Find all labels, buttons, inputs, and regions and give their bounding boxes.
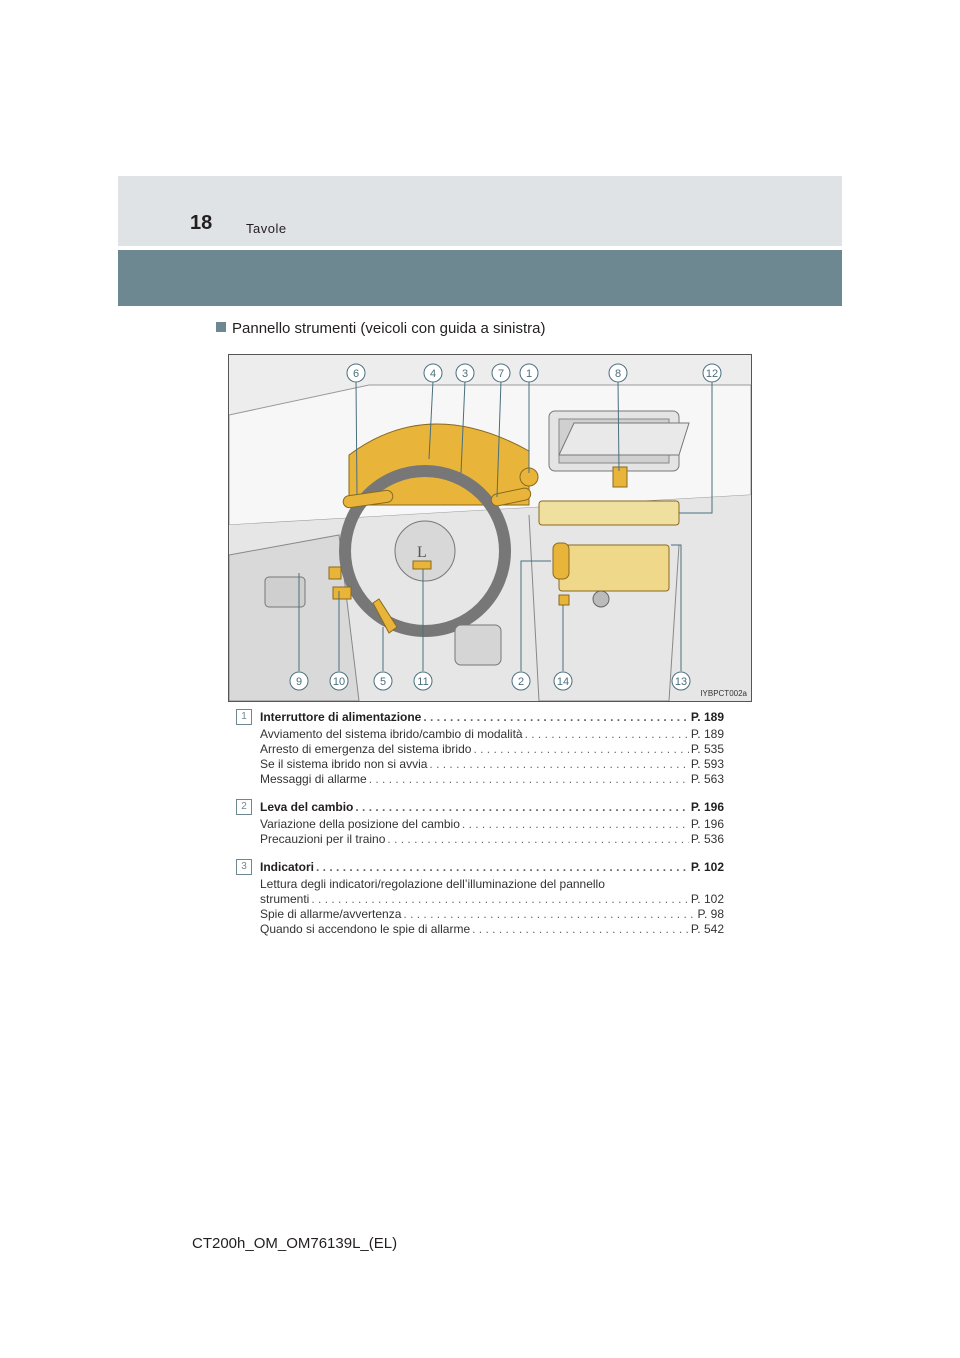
item-title: Leva del cambio bbox=[260, 800, 354, 814]
figure-code: IYBPCT002a bbox=[700, 689, 747, 698]
list-item bbox=[236, 858, 724, 937]
callout-label: 3 bbox=[461, 368, 469, 380]
callout-label: 14 bbox=[556, 676, 570, 688]
page-ref[interactable]: P. 536 bbox=[690, 832, 724, 846]
svg-text:L: L bbox=[417, 544, 427, 561]
item-number: 1 bbox=[236, 709, 252, 725]
callout-label: 7 bbox=[497, 368, 505, 380]
item-title: Interruttore di alimentazione bbox=[260, 710, 422, 724]
callout-label: 1 bbox=[525, 368, 533, 380]
sub-item: Precauzioni per il traino bbox=[260, 832, 386, 846]
sub-item: Spie di allarme/avvertenza bbox=[260, 907, 402, 921]
page-ref[interactable]: P. 189 bbox=[690, 710, 724, 724]
page-ref[interactable]: P. 98 bbox=[697, 907, 724, 921]
page-ref[interactable]: P. 535 bbox=[690, 742, 724, 756]
list-item bbox=[236, 708, 724, 787]
sub-item: Avviamento del sistema ibrido/cambio di modalità bbox=[260, 727, 523, 741]
callout-label: 6 bbox=[352, 368, 360, 380]
sub-item: Variazione della posizione del cambio bbox=[260, 817, 460, 831]
sub-item: Arresto di emergenza del sistema ibrido bbox=[260, 742, 472, 756]
page-ref[interactable]: P. 563 bbox=[690, 772, 724, 786]
page-ref[interactable]: P. 102 bbox=[690, 860, 724, 874]
callout-label: 9 bbox=[295, 676, 303, 688]
item-title: Indicatori bbox=[260, 860, 315, 874]
callout-label: 2 bbox=[517, 676, 525, 688]
dashboard-figure bbox=[228, 354, 752, 702]
callout-label: 8 bbox=[614, 368, 622, 380]
sub-item: Se il sistema ibrido non si avvia bbox=[260, 757, 428, 771]
page-number: 18 bbox=[190, 212, 213, 234]
footer-code: CT200h_OM_OM76139L_(EL) bbox=[192, 1235, 398, 1252]
header-bar bbox=[118, 176, 842, 246]
callout-label: 4 bbox=[429, 368, 437, 380]
sub-item: Quando si accendono le spie di allarme bbox=[260, 922, 471, 936]
subheading-text: Pannello strumenti (veicoli con guida a sinistra) bbox=[232, 320, 546, 337]
callout-label: 12 bbox=[705, 368, 719, 380]
callout-label: 5 bbox=[379, 676, 387, 688]
page-ref[interactable]: P. 102 bbox=[690, 892, 724, 906]
sub-item-first-line: Lettura degli indicatori/regolazione dell’illuminazione del pannello bbox=[260, 877, 605, 891]
callout-label: 13 bbox=[674, 676, 688, 688]
square-bullet-icon bbox=[216, 322, 226, 332]
callout-label: 11 bbox=[417, 676, 429, 688]
sub-item: Messaggi di allarme bbox=[260, 772, 367, 786]
list-item bbox=[236, 798, 724, 847]
header-band bbox=[118, 250, 842, 306]
item-list bbox=[236, 708, 724, 948]
page-ref[interactable]: P. 196 bbox=[690, 817, 724, 831]
callout-label: 10 bbox=[332, 676, 346, 688]
sub-item: strumenti bbox=[260, 892, 310, 906]
page-ref[interactable]: P. 593 bbox=[690, 757, 724, 771]
item-number: 3 bbox=[236, 859, 252, 875]
page-ref[interactable]: P. 189 bbox=[690, 727, 724, 741]
item-number: 2 bbox=[236, 799, 252, 815]
dashboard-illustration bbox=[229, 355, 751, 701]
page-ref[interactable]: P. 542 bbox=[690, 922, 724, 936]
subheading bbox=[216, 320, 545, 337]
page-ref[interactable]: P. 196 bbox=[690, 800, 724, 814]
section-title: Tavole bbox=[246, 221, 287, 236]
